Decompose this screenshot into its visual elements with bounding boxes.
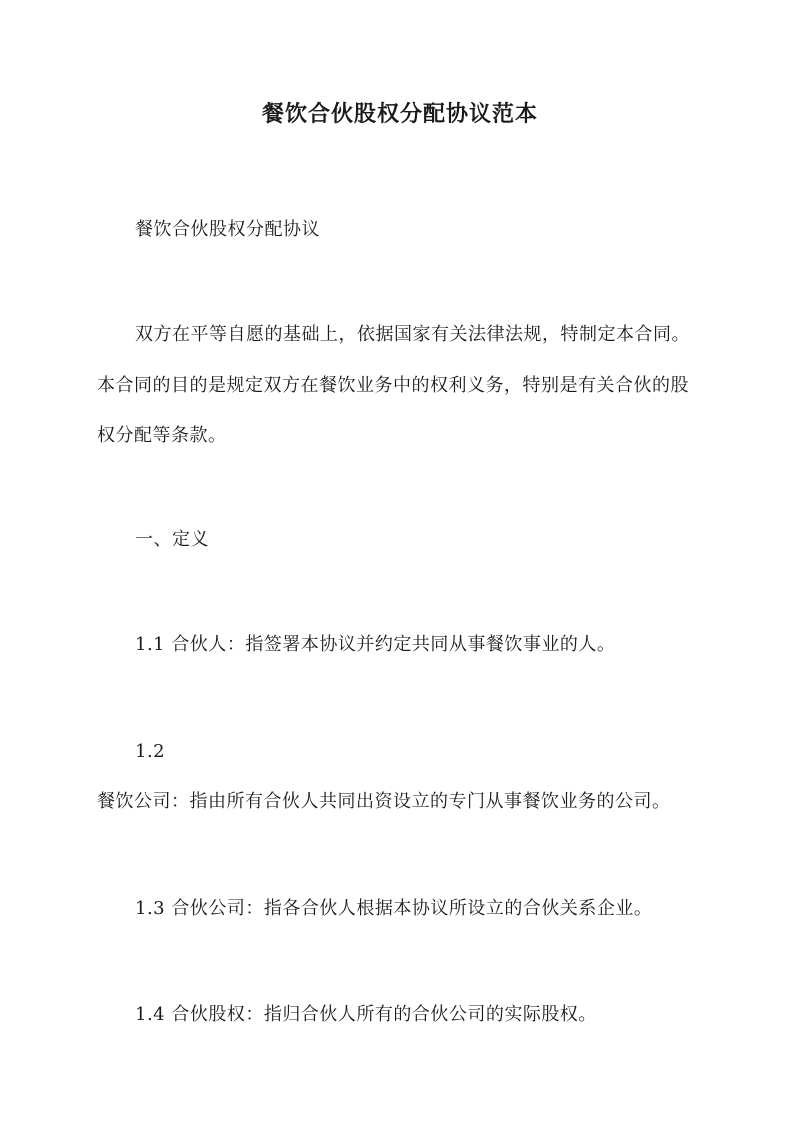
definition-item-1-2-number: 1.2 [135, 741, 166, 762]
intro-paragraph-line-2: 本合同的目的是规定双方在餐饮业务中的权利义务，特别是有关合伙的股 [97, 375, 689, 396]
section-heading-definitions: 一、定义 [135, 529, 209, 550]
definition-item-1-4: 1.4 合伙股权：指归合伙人所有的合伙公司的实际股权。 [135, 1004, 597, 1025]
intro-paragraph-line-3: 权分配等条款。 [97, 425, 227, 446]
definition-item-1-1: 1.1 合伙人：指签署本协议并约定共同从事餐饮事业的人。 [135, 634, 616, 655]
intro-paragraph-line-1: 双方在平等自愿的基础上，依据国家有关法律法规，特制定本合同。 [135, 324, 690, 345]
definition-item-1-2-text: 餐饮公司：指由所有合伙人共同出资设立的专门从事餐饮业务的公司。 [97, 791, 671, 812]
document-subtitle: 餐饮合伙股权分配协议 [135, 219, 320, 240]
document-title: 餐饮合伙股权分配协议范本 [261, 101, 538, 127]
definition-item-1-3: 1.3 合伙公司：指各合伙人根据本协议所设立的合伙关系企业。 [135, 898, 653, 919]
